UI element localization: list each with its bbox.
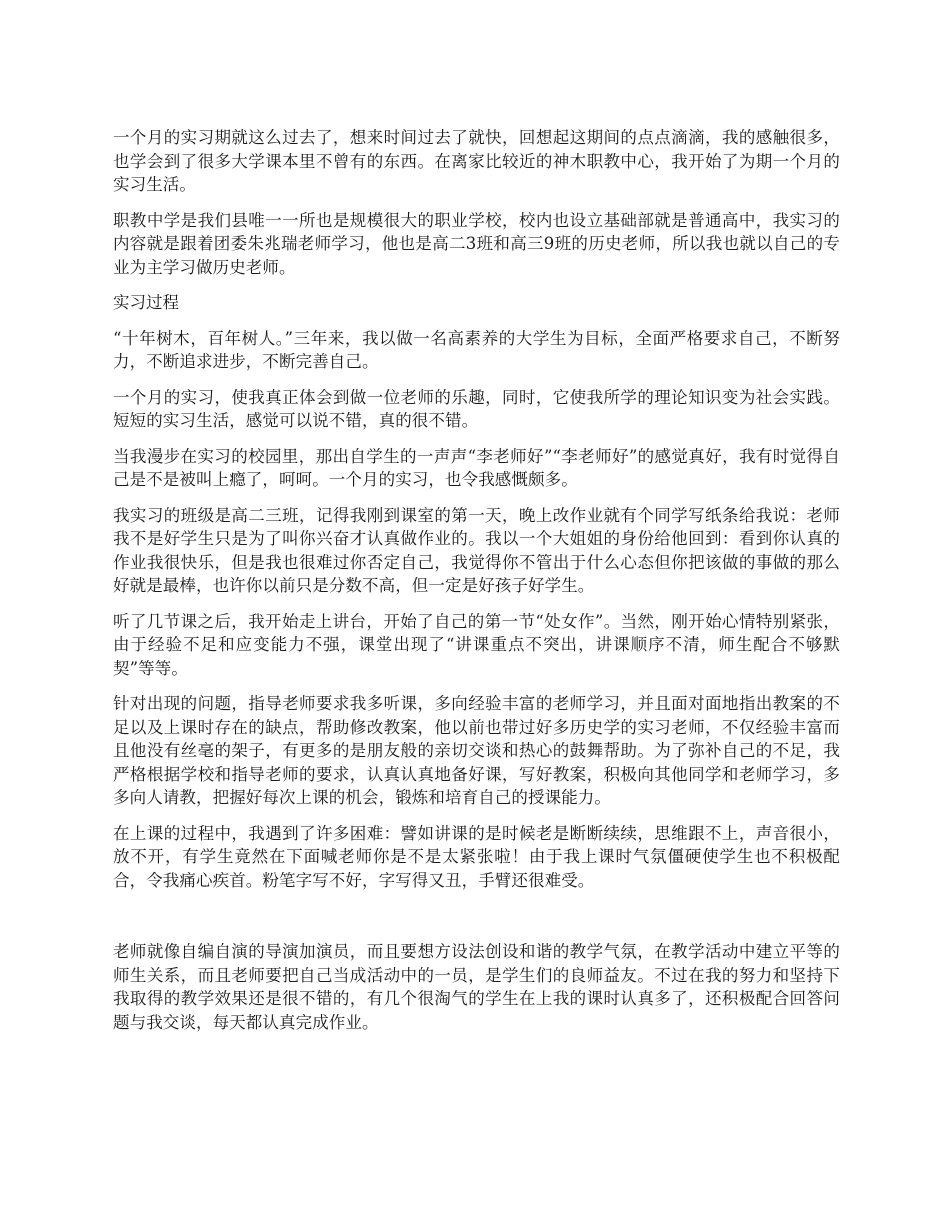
document-body: [113, 126, 840, 1046]
paragraph-intro: 一个月的实习期就这么过去了，想来时间过去了就快，回想起这期间的点点滴滴，我的感触很多，也学会到了很多大学课本里不曾有的东西。在离家比较近的神木职教中心，我开始了为期一个月的实习生活。: [113, 128, 840, 194]
paragraph-experience: 一个月的实习，使我真正体会到做一位老师的乐趣，同时，它使我所学的理论知识变为社会实践。短短的实习生活，感觉可以说不错，真的很不错。: [113, 387, 840, 430]
paragraph-first-lesson: 听了几节课之后，我开始走上讲台，开始了自己的第一节“处女作”。当然，刚开始心情特别紧张，由于经验不足和应变能力不强，课堂出现了“讲课重点不突出，讲课顺序不清，师生配合不够默契”等等。: [113, 611, 840, 678]
paragraph-quote: “十年树木，百年树人。”三年来，我以做一名高素养的大学生为目标，全面严格要求自己，不断努力，不断追求进步，不断完善自己。: [113, 328, 840, 371]
paragraph-class: 我实习的班级是高二三班，记得我刚到课室的第一天，晚上改作业就有个同学写纸条给我说：老师我不是好学生只是为了叫你兴奋才认真做作业的。我以一个大姐姐的身份给他回到：看到你认真的作业我很快乐，但是我也很难过你否定自己，我觉得你不管出于什么心态但你把该做的事做的那么好就是最棒，也许你以前只是分数不高，但一定是好孩子好学生。: [113, 505, 840, 595]
paragraph-difficulties: 在上课的过程中，我遇到了许多困难：譬如讲课的是时候老是断断续续，思维跟不上，声音很小，放不开，有学生竟然在下面喊老师你是不是太紧张啦！由于我上课时气氛僵硬使学生也不积极配合，令我痛心疾首。粉笔字写不好，字写得又丑，手臂还很难受。: [113, 823, 840, 890]
paragraph-improvement: 针对出现的问题，指导老师要求我多听课，多向经验丰富的老师学习，并且面对面地指出教案的不足以及上课时存在的缺点，帮助修改教案，他以前也带过好多历史学的实习老师，不仅经验丰富而且他没有丝毫的架子，有更多的是朋友般的亲切交谈和热心的鼓舞帮助。为了弥补自己的不足，我严格根据学校和指导老师的要求，认真认真地备好课，写好教案，积极向其他同学和老师学习，多多向人请教，把握好每次上课的机会，锻炼和培育自己的授课能力。: [113, 694, 840, 807]
section-heading: 实习过程: [113, 293, 179, 312]
paragraph-teacher-role: 老师就像自编自演的导演加演员，而且要想方设法创设和谐的教学气氛，在教学活动中建立平等的师生关系，而且老师要把自己当成活动中的一员，是学生们的良师益友。不过在我的努力和坚持下我取得的教学效果还是很不错的，有几个很淘气的学生在上我的课时认真多了，还积极配合回答问题与我交谈，每天都认真完成作业。: [113, 942, 840, 1032]
paragraph-spacer: [113, 904, 840, 940]
paragraph-school: 职教中学是我们县唯一一所也是规模很大的职业学校，校内也设立基础部就是普通高中，我实习的内容就是跟着团委朱兆瑞老师学习，他也是高二3班和高三9班的历史老师，所以我也就以自己的专业为主学习做历史老师。: [113, 210, 840, 277]
paragraph-campus: 当我漫步在实习的校园里，那出自学生的一声声“李老师好”“李老师好”的感觉真好，我有时觉得自己是不是被叫上瘾了，呵呵。一个月的实习，也令我感慨颇多。: [113, 446, 840, 489]
